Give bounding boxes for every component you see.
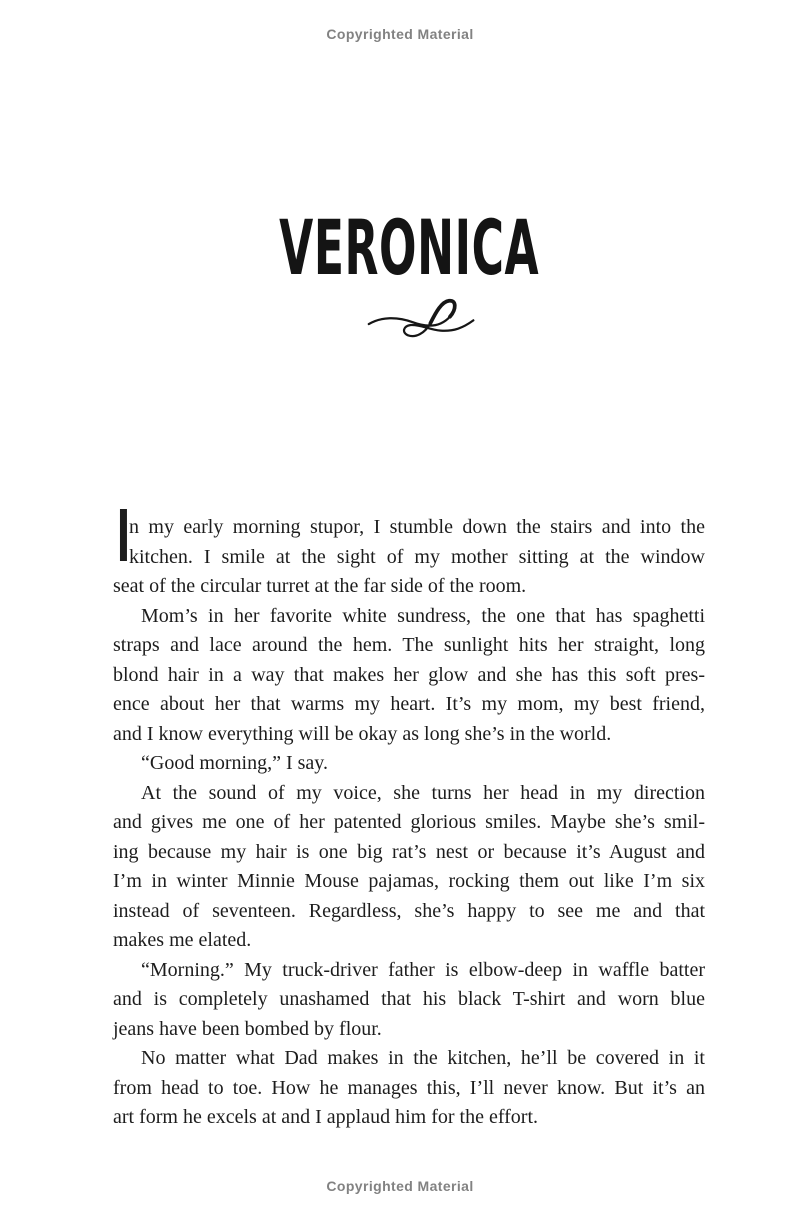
text-line: seat of the circular turret at the far side of the room. — [113, 575, 527, 597]
calligraphic-swash-icon — [366, 296, 478, 341]
copyright-notice-top: Copyrighted Material — [326, 26, 474, 42]
copyright-notice-bottom: Copyrighted Material — [326, 1178, 474, 1194]
text-line: n my early morning stupor, I stumble down the stairs and into the — [129, 516, 705, 538]
text-line: instead of seventeen. Regardless, she’s happy to see me and that — [113, 899, 705, 922]
text-line: “Good morning,” I say. — [141, 752, 328, 774]
text-line: Mom’s in her favorite white sundress, the one that has spaghetti — [141, 604, 705, 627]
text-line: and I know everything will be okay as long she’s in the world. — [113, 722, 612, 745]
text-line: art form he excels at and I applaud him for the effort. — [113, 1106, 539, 1128]
paragraph — [113, 1044, 705, 1133]
text-line: “Morning.” My truck-driver father is elbow-deep in waffle batter — [141, 958, 705, 981]
body-text — [113, 495, 705, 1133]
text-line: ing because my hair is one big rat’s nest or because it’s August and — [113, 840, 705, 863]
text-line: makes me elated. — [113, 929, 252, 951]
text-line: ence about her that warms my heart. It’s my mom, my best friend, — [113, 693, 705, 715]
chapter-title: VERONICA — [278, 203, 540, 292]
text-line: from head to toe. How he manages this, I’ll never know. But it’s an — [113, 1076, 705, 1099]
text-line: jeans have been bombed by flour. — [113, 1017, 382, 1040]
paragraph — [113, 602, 705, 750]
paragraph — [113, 779, 705, 956]
text-line: I’m in winter Minnie Mouse pajamas, rocking them out like I’m six — [113, 870, 705, 892]
text-line: kitchen. I smile at the sight of my mother sitting at the window — [129, 545, 705, 568]
text-line: At the sound of my voice, she turns her head in my direction — [141, 781, 705, 804]
paragraph — [113, 495, 705, 602]
chapter-title-wrap — [113, 203, 705, 292]
text-line: blond hair in a way that makes her glow and she has this soft pres- — [113, 663, 705, 686]
paragraph — [113, 749, 705, 779]
drop-cap: I — [113, 495, 134, 578]
text-line: straps and lace around the hem. The sunlight hits her straight, long — [113, 634, 705, 656]
paragraph — [113, 956, 705, 1045]
text-line: and gives me one of her patented glorious smiles. Maybe she’s smil- — [113, 811, 705, 833]
text-line: and is completely unashamed that his black T-shirt and worn blue — [113, 988, 705, 1010]
text-line: No matter what Dad makes in the kitchen, he’ll be covered in it — [141, 1047, 705, 1069]
